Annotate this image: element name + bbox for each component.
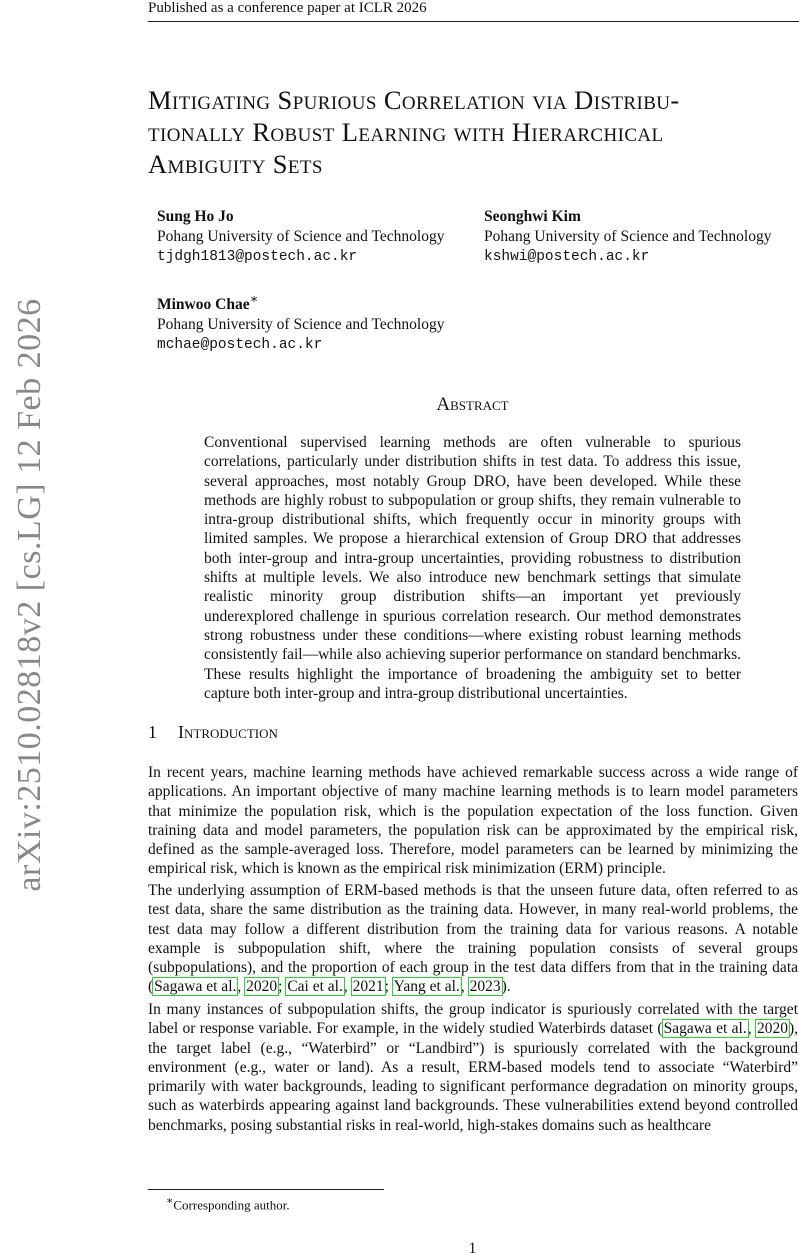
citation-yang-2023[interactable]: Yang et al.	[393, 978, 460, 996]
corresponding-mark[interactable]: ∗	[249, 291, 259, 306]
citation-sagawa-2020-year[interactable]: 2020	[756, 1020, 788, 1038]
abstract-heading: Abstract	[436, 394, 509, 415]
author-block-1	[157, 207, 444, 267]
paper-title	[148, 84, 799, 180]
citation-cai-2021[interactable]: Cai et al.	[287, 978, 343, 996]
citation-yang-2023-year[interactable]: 2023	[469, 978, 501, 996]
footnote	[166, 1194, 290, 1213]
header-rule	[148, 21, 799, 22]
citation-sagawa-2020[interactable]: Sagawa et al.	[663, 1020, 747, 1038]
author-block-2	[484, 207, 771, 267]
running-header: Published as a conference paper at ICLR 2026	[148, 0, 427, 16]
section-title: Introduction	[178, 722, 278, 742]
title-line-1: Mitigating Spurious Correlation via Distribu-	[148, 85, 680, 115]
author-email[interactable]: tjdgh1813@postech.ac.kr	[157, 249, 358, 265]
author-email[interactable]: kshwi@postech.ac.kr	[484, 249, 650, 265]
section-heading-introduction	[148, 722, 278, 743]
author-block-3	[157, 289, 444, 355]
arxiv-stamp: arXiv:2510.02818v2 [cs.LG] 12 Feb 2026	[11, 298, 48, 892]
paragraph-text: ), the target label (e.g., “Waterbird” or “Landbird”) is spuriously correlated with the background environment (e.g., water or land). As a result, ERM-based models tend to associate “Waterbird” primarily with water backgrounds, leading to significant performance degradation on minority groups, such as waterbirds appearing against land backgrounds. These vulnerabilities extend beyond controlled benchmarks, posing substantial risks in real-world, high-stakes domains such as healthcare	[148, 1020, 799, 1134]
author-affiliation: Pohang University of Science and Technology	[157, 228, 445, 245]
footnote-rule	[148, 1189, 384, 1190]
footnote-mark: ∗	[166, 1195, 174, 1207]
author-name: Sung Ho Jo	[157, 208, 234, 225]
author-email[interactable]: mchae@postech.ac.kr	[157, 337, 323, 354]
page-number: 1	[468, 1240, 477, 1257]
author-name: Seonghwi Kim	[484, 208, 581, 225]
intro-paragraph-1: In recent years, machine learning methods have achieved remarkable success across a wide range of applications. An important objective of many machine learning methods is to learn model parameters that minimize the population risk, which is the population expectation of the loss function. Given training data and model parameters, the population risk can be approximated by the empirical risk, defined as the sample-averaged loss. Therefore, model parameters can be learned by minimizing the empirical risk, which is known as the empirical risk minimization (ERM) principle.	[148, 764, 798, 878]
abstract-text: Conventional supervised learning methods are often vulnerable to spurious correlations, particularly under distribution shifts in test data. To address this issue, several approaches, most notably Group DRO, have been developed. While these methods are highly robust to subpopulation or group shifts, they remain vulnerable to intra-group distributional shifts, which frequently occur in minority groups with limited samples. We propose a hierarchical extension of Group DRO that addresses both inter-group and intra-group uncertainties, providing robustness to distribution shifts at multiple levels. We also introduce new benchmark settings that simulate realistic minority group distribution shifts—an important yet previously underexplored challenge in spurious correlation research. Our method demonstrates strong robustness under these conditions—where existing robust learning methods consistently fail—while also achieving superior performance on standard benchmarks. These results highlight the importance of broadening the ambiguity set to better capture both inter-group and intra-group distributional uncertainties.	[204, 434, 741, 702]
paragraph-text: In many instances of subpopulation shifts, the group indicator is spuriously correlated with the target label or response variable. For example, in the widely studied Waterbirds dataset (	[148, 1001, 798, 1038]
citation-cai-2021-year[interactable]: 2021	[352, 978, 384, 996]
author-name: Minwoo Chae	[157, 296, 250, 314]
author-affiliation: Pohang University of Science and Technology	[157, 316, 445, 334]
intro-paragraph-3: In many instances of subpopulation shifts, the group indicator is spuriously correlated with the target label or response variable. For example, in the widely studied Waterbirds dataset (Sagawa et al., 2020), the target label (e.g., “Waterbird” or “Landbird”) is spuriously correlated with the background environment (e.g., water or land). As a result, ERM-based models tend to associate “Waterbird” primarily with water backgrounds, leading to significant performance degradation on minority groups, such as waterbirds appearing against land backgrounds. These vulnerabilities extend beyond controlled benchmarks, posing substantial risks in real-world, high-stakes domains such as healthcare	[148, 1001, 799, 1134]
author-affiliation: Pohang University of Science and Technology	[484, 228, 772, 245]
intro-paragraph-2: The underlying assumption of ERM-based methods is that the unseen future data, often referred to as test data, share the same distribution as the training data. However, in many real-world problems, the test data may follow a different distribution from the training data for various reasons. A notable example is subpopulation shift, where the training population consists of several groups (subpopulations), and the proportion of each group in the test data differs from that in the training data (Sagawa et al., 2020; Cai et al., 2021; Yang et al., 2023).	[148, 882, 798, 996]
citation-sagawa-2020-year[interactable]: 2020	[246, 978, 278, 996]
section-number: 1	[148, 722, 157, 742]
paragraph-text: The underlying assumption of ERM-based methods is that the unseen future data, often referred to as test data, share the same distribution as the training data. However, in many real-world problems, the test data may follow a different distribution from the training data for various reasons. A notable example is subpopulation shift, where the training population consists of several groups (subpopulations), and the proportion of each group in the test data differs from that in the training data (	[148, 882, 798, 996]
citation-sagawa-2020[interactable]: Sagawa et al.	[154, 978, 237, 996]
footnote-text: Corresponding author.	[173, 1197, 290, 1213]
title-line-3: Ambiguity Sets	[148, 149, 323, 179]
title-line-2: tionally Robust Learning with Hierarchical	[148, 117, 664, 147]
